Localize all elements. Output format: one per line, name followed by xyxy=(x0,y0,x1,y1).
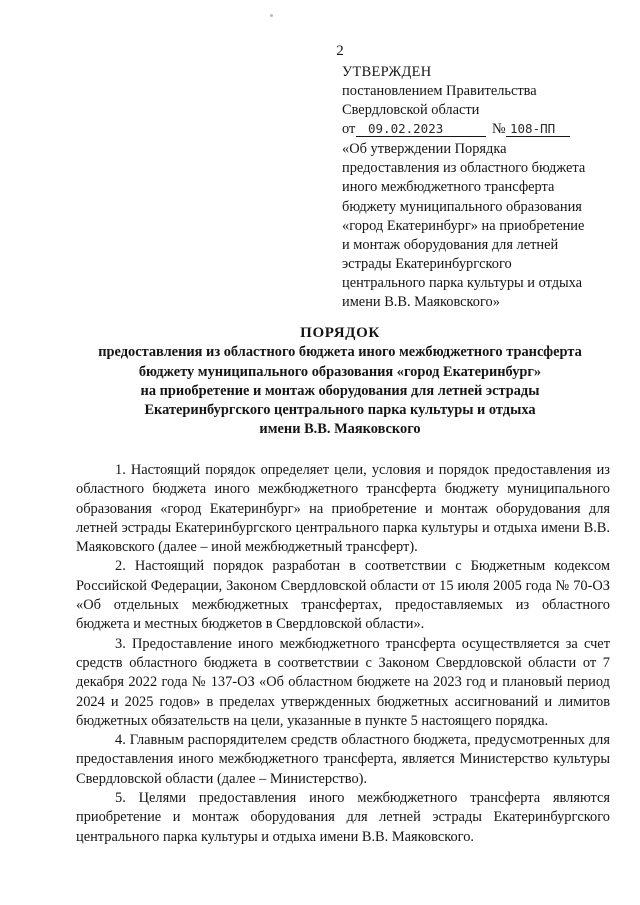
date-field xyxy=(356,120,486,137)
date-prefix: от xyxy=(342,121,356,138)
paragraph-3: 3. Предоставление иного межбюджетного трансферта осуществляется за счет средств областного бюджета в соответствии с Законом Свердловской области от 7 декабря 2022 года № 137-ОЗ «Об областном бюджете на 2023 год и плановый период 2024 и 2025 годов» в пределах утвержденных бюджетных ассигнований и лимитов бюджетных обязательств на цели, указанные в пункте 5 настоящего порядка. xyxy=(76,635,610,729)
heading-line: Екатеринбургского центрального парка культуры и отдыха xyxy=(144,402,536,419)
number-sign: № xyxy=(492,121,506,138)
approval-line-1: постановлением Правительства xyxy=(342,83,537,100)
subject-line: эстрады Екатеринбургского xyxy=(342,255,512,272)
registration-line xyxy=(342,120,618,139)
subject-line: иного межбюджетного трансферта xyxy=(342,179,555,196)
subject-line: имени В.В. Маяковского» xyxy=(342,294,500,311)
heading-line: бюджету муниципального образования «город Екатеринбург» xyxy=(138,363,542,380)
subject-line: и монтаж оборудования для летней xyxy=(342,236,559,253)
paragraph-2: 2. Настоящий порядок разработан в соответствии с Бюджетным кодексом Российской Федерации, Законом Свердловской области от 15 июля 2005 года № 70-ОЗ «Об отдельных межбюджетных трансфертах, предоставляемых из областного бюджета и местных бюджетов в Свердловской области». xyxy=(76,558,610,633)
number-value: 108-ПП xyxy=(510,121,556,137)
number-field xyxy=(506,120,570,137)
subject-line: предоставления из областного бюджета xyxy=(342,160,586,177)
approval-stamp: УТВЕРЖДЕН xyxy=(342,64,432,80)
subject-line: «Об утверждении Порядка xyxy=(342,141,507,158)
subject-line: центрального парка культуры и отдыха xyxy=(342,274,583,291)
heading-line: на приобретение и монтаж оборудования для летней эстрады xyxy=(140,382,540,399)
paragraph-4: 4. Главным распорядителем средств областного бюджета, предусмотренных для предоставления иного межбюджетного трансферта, является Министерство культуры Свердловской области (далее – Министерство). xyxy=(76,732,610,787)
heading-line: имени В.В. Маяковского xyxy=(259,421,421,438)
page-number: 2 xyxy=(336,43,344,59)
document-heading xyxy=(70,324,610,440)
date-value: 09.02.2023 xyxy=(368,121,444,137)
approval-line-2: Свердловской области xyxy=(342,102,480,119)
heading-line: предоставления из областного бюджета иного межбюджетного трансферта xyxy=(98,344,582,361)
document-body xyxy=(76,461,610,847)
subject-line: «город Екатеринбург» на приобретение xyxy=(342,217,585,234)
subject-line: бюджету муниципального образования xyxy=(342,198,582,215)
document-title: ПОРЯДОК xyxy=(300,325,380,341)
paragraph-5: 5. Целями предоставления иного межбюджетного трансферта являются приобретение и монтаж оборудования для летней эстрады Екатеринбургского центрального парка культуры и отдыха имени В.В. Маяковского. xyxy=(76,790,610,845)
approval-subject xyxy=(342,140,618,312)
paragraph-1: 1. Настоящий порядок определяет цели, условия и порядок предоставления из областного бюджета иного межбюджетного трансферта бюджету муниципального образования «город Екатеринбург» на приобретение и монтаж оборудования для летней эстрады Екатеринбургского центрального парка культуры и отдыха имени В.В. Маяковского (далее – иной межбюджетный трансферт). xyxy=(76,462,610,556)
approval-block xyxy=(342,63,618,312)
scan-speck xyxy=(270,14,273,17)
